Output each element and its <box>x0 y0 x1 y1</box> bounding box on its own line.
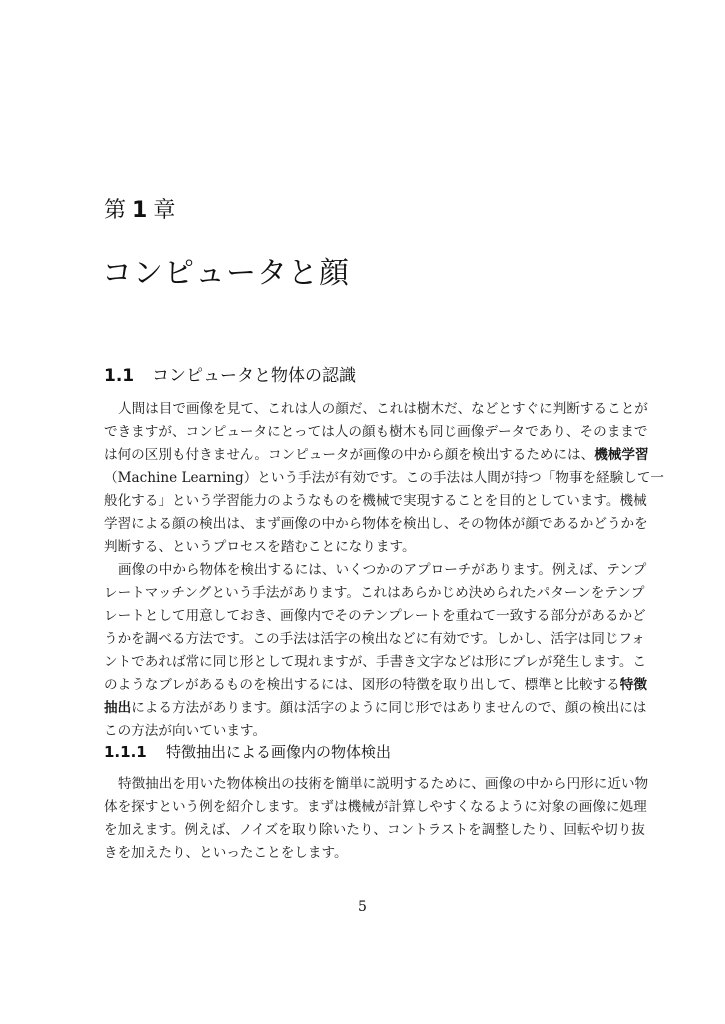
section-title: コンピュータと物体の認識 <box>152 366 356 386</box>
chapter-title: コンピュータと顔 <box>102 256 350 291</box>
paragraph-line: （Machine Learning）という手法が有効です。この手法は人間が持つ「物事を経験して一 <box>104 470 665 486</box>
paragraph-line: を加えます。例えば、ノイズを取り除いたり、コントラストを調整したり、回転や切り抜 <box>104 822 645 838</box>
paragraph-line: 画像の中から物体を検出するには、いくつかのアプローチがあります。例えば、テンプ <box>118 562 647 578</box>
paragraph-line <box>104 674 647 697</box>
chapter-number: 1 <box>132 198 148 223</box>
paragraph-line: きを加えたり、といったことをします。 <box>104 845 348 861</box>
paragraph-line: レートとして用意しておき、画像内でそのテンプレートを重ねて一致する部分があるかど <box>104 608 646 624</box>
paragraph-line: 般化する」という学習能力のようなものを機械で実現することを目的としています。機械 <box>104 493 647 509</box>
paragraph-line: 人間は目で画像を見て、これは人の顔だ、これは樹木だ、などとすぐに判断することが <box>118 401 648 417</box>
section-heading <box>104 364 356 388</box>
bold-term: 抽出 <box>104 700 132 716</box>
chapter-prefix: 第 <box>104 198 127 223</box>
section-number: 1.1 <box>104 366 135 386</box>
paragraph-line <box>104 697 647 720</box>
page-number: 5 <box>358 899 367 915</box>
paragraph-line: 特徴抽出を用いた物体検出の技術を簡単に説明するために、画像の中から円形に近い物 <box>118 776 649 792</box>
text-span: は何の区別も付きません。コンピュータが画像の中から顔を検出するためには、 <box>104 447 595 463</box>
bold-term: 機械学習 <box>594 447 649 463</box>
subsection-number: 1.1.1 <box>104 743 147 761</box>
text-span: のようなブレがあるものを検出するには、図形の特徴を取り出して、標準と比較する <box>104 677 620 693</box>
chapter-suffix: 章 <box>153 198 176 223</box>
paragraph-line: できますが、コンピュータにとっては人の顔も樹木も同じ画像データであり、そのままで <box>104 424 648 440</box>
bold-term: 特徴 <box>619 677 647 693</box>
paragraph-line: うかを調べる方法です。この手法は活字の検出などに有効です。しかし、活字は同じフォ <box>104 631 645 647</box>
paragraph-line: 学習による顔の検出は、まず画像の中から物体を検出し、その物体が顔であるかどうかを <box>104 516 648 532</box>
text-span: による方法があります。顔は活字のように同じ形ではありませんので、顔の検出には <box>131 700 647 716</box>
subsection-heading <box>104 741 391 763</box>
subsection-body <box>104 773 649 865</box>
paragraph-line: ントであれば常に同じ形として現れますが、手書き文字などは形にブレが発生します。こ <box>104 654 647 670</box>
paragraph-line: この方法が向いています。 <box>104 723 267 739</box>
chapter-label <box>104 196 175 226</box>
section-body <box>104 398 665 743</box>
paragraph-line: 体を探すという例を紹介します。まずは機械が計算しやすくなるように対象の画像に処理 <box>104 799 647 815</box>
paragraph-line: 判断する、というプロセスを踏むことになります。 <box>104 539 416 555</box>
subsection-title: 特徴抽出による画像内の物体検出 <box>166 743 392 761</box>
paragraph-line: レートマッチングという手法があります。これはあらかじめ決められたパターンをテンプ <box>104 585 645 601</box>
paragraph-line <box>104 444 649 467</box>
